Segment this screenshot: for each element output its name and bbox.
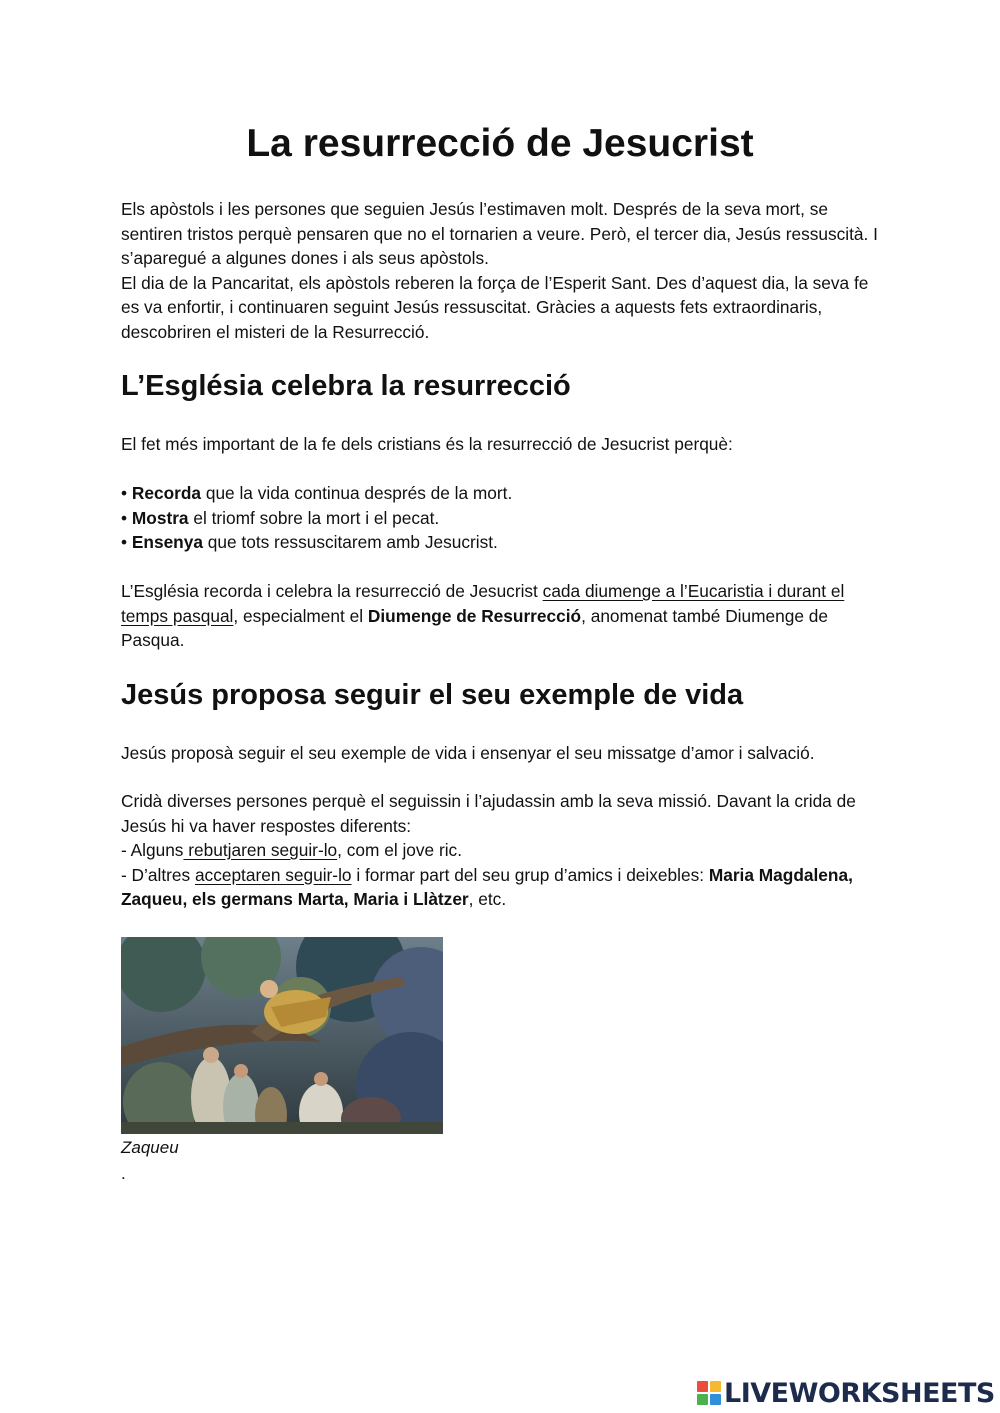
section2-responses xyxy=(121,789,891,912)
section2-lead: Jesús proposà seguir el seu exemple de vida i ensenyar el seu missatge d’amor i salvació. xyxy=(121,743,815,763)
section1-closing: L’Església recorda i celebra la resurrecció de Jesucrist cada diumenge a l’Eucaristia i durant el temps pasqual, especialment el Diumenge de Resurrecció, anomenat també Diumenge de Pasqua. xyxy=(121,581,845,650)
section1-lead: El fet més important de la fe dels cristians és la resurrecció de Jesucrist perquè: xyxy=(121,434,733,454)
logo-square xyxy=(710,1394,721,1405)
list-item: • Mostra el triomf sobre la mort i el pecat. xyxy=(121,507,440,528)
liveworksheets-logo xyxy=(697,1377,995,1409)
logo-mark-icon xyxy=(697,1381,721,1405)
logo-square xyxy=(710,1381,721,1392)
logo-square xyxy=(697,1394,708,1405)
intro-text-2: El dia de la Pancaritat, els apòstols reberen la força de l’Esperit Sant. Des d’aquest dia, la seva fe es va enfortir, i continuaren seguint Jesús ressuscitat. Gràcies a aquests fets extraordinaris, descobriren el misteri de la Resurrecció. xyxy=(121,272,869,342)
bold-phrase: Diumenge de Resurrecció xyxy=(367,605,582,626)
list-item: • Ensenya que tots ressuscitarem amb Jesucrist. xyxy=(121,532,498,552)
response-option-1: - Alguns rebutjaren seguir-lo, com el jove ric. xyxy=(121,840,462,860)
intro-paragraph xyxy=(121,197,891,344)
bullet-list xyxy=(121,481,891,555)
section2-call: Cridà diverses persones perquè el seguissin i l’ajudassin amb la seva missió. Davant la crida de Jesús hi va haver respostes diferents: xyxy=(121,791,856,836)
page-title: La resurrecció de Jesucrist xyxy=(246,122,754,165)
trailing-period: . xyxy=(121,1164,126,1183)
response-option-2: - D’altres acceptaren seguir-lo i formar part del seu grup d’amics i deixebles: Maria Magdalena, Zaqueu, els germans Marta, Maria i Llàtzer, etc. xyxy=(121,864,853,909)
section-heading-church: L’Església celebra la resurrecció xyxy=(121,370,571,402)
intro-text-1: Els apòstols i les persones que seguien Jesús l’estimaven molt. Després de la seva mort, se sentiren tristos perquè pensaren que no el tornarien a veure. Però, el tercer dia, Jesús ressuscità. I s’aparegué a algunes dones i als seus apòstols. xyxy=(121,199,878,268)
zacchaeus-painting xyxy=(121,937,443,1134)
list-item: • Recorda que la vida continua després de la mort. xyxy=(121,483,513,503)
painting-illustration xyxy=(121,937,443,1134)
logo-square xyxy=(697,1381,708,1392)
logo-text: LIVEWORKSHEETS xyxy=(724,1377,995,1409)
section-heading-example: Jesús proposa seguir el seu exemple de vida xyxy=(121,679,744,711)
figure-caption: Zaqueu xyxy=(121,1138,179,1157)
underlined-phrase: cada diumenge a l’Eucaristia i durant el temps pasqual xyxy=(121,581,845,626)
